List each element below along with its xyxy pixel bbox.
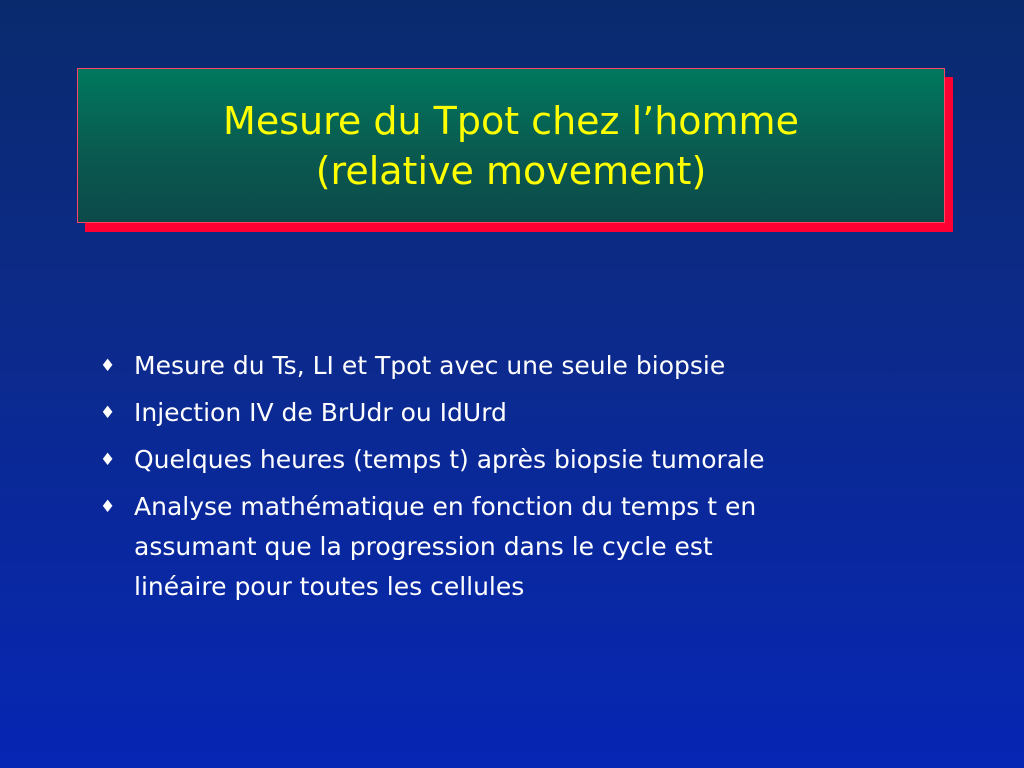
- bullet-item: [100, 346, 960, 386]
- bullet-text: [134, 440, 764, 480]
- slide-title-box: [77, 68, 945, 223]
- bullet-item: [100, 393, 960, 433]
- slide-title-line-2: (relative movement): [315, 148, 707, 193]
- bullet-text-line: Mesure du Ts, LI et Tpot avec une seule biopsie: [134, 351, 726, 380]
- diamond-bullet-icon: ♦: [100, 497, 116, 517]
- diamond-bullet-icon: ♦: [100, 403, 116, 423]
- bullet-text-line: linéaire pour toutes les cellules: [134, 572, 525, 601]
- bullet-text: [134, 346, 725, 386]
- bullet-text-line: Quelques heures (temps t) après biopsie tumorale: [134, 445, 765, 474]
- bullet-list: [100, 346, 960, 614]
- slide-title-line-1: Mesure du Tpot chez l’homme: [223, 98, 799, 143]
- bullet-text-line: Injection IV de BrUdr ou IdUrd: [134, 398, 507, 427]
- bullet-text-line: assumant que la progression dans le cycle est: [134, 532, 713, 561]
- diamond-bullet-icon: ♦: [100, 356, 116, 376]
- diamond-bullet-icon: ♦: [100, 450, 116, 470]
- bullet-text: [134, 393, 507, 433]
- bullet-text: [134, 487, 756, 607]
- bullet-item: [100, 487, 960, 607]
- bullet-item: [100, 440, 960, 480]
- bullet-text-line: Analyse mathématique en fonction du temps t en: [134, 492, 757, 521]
